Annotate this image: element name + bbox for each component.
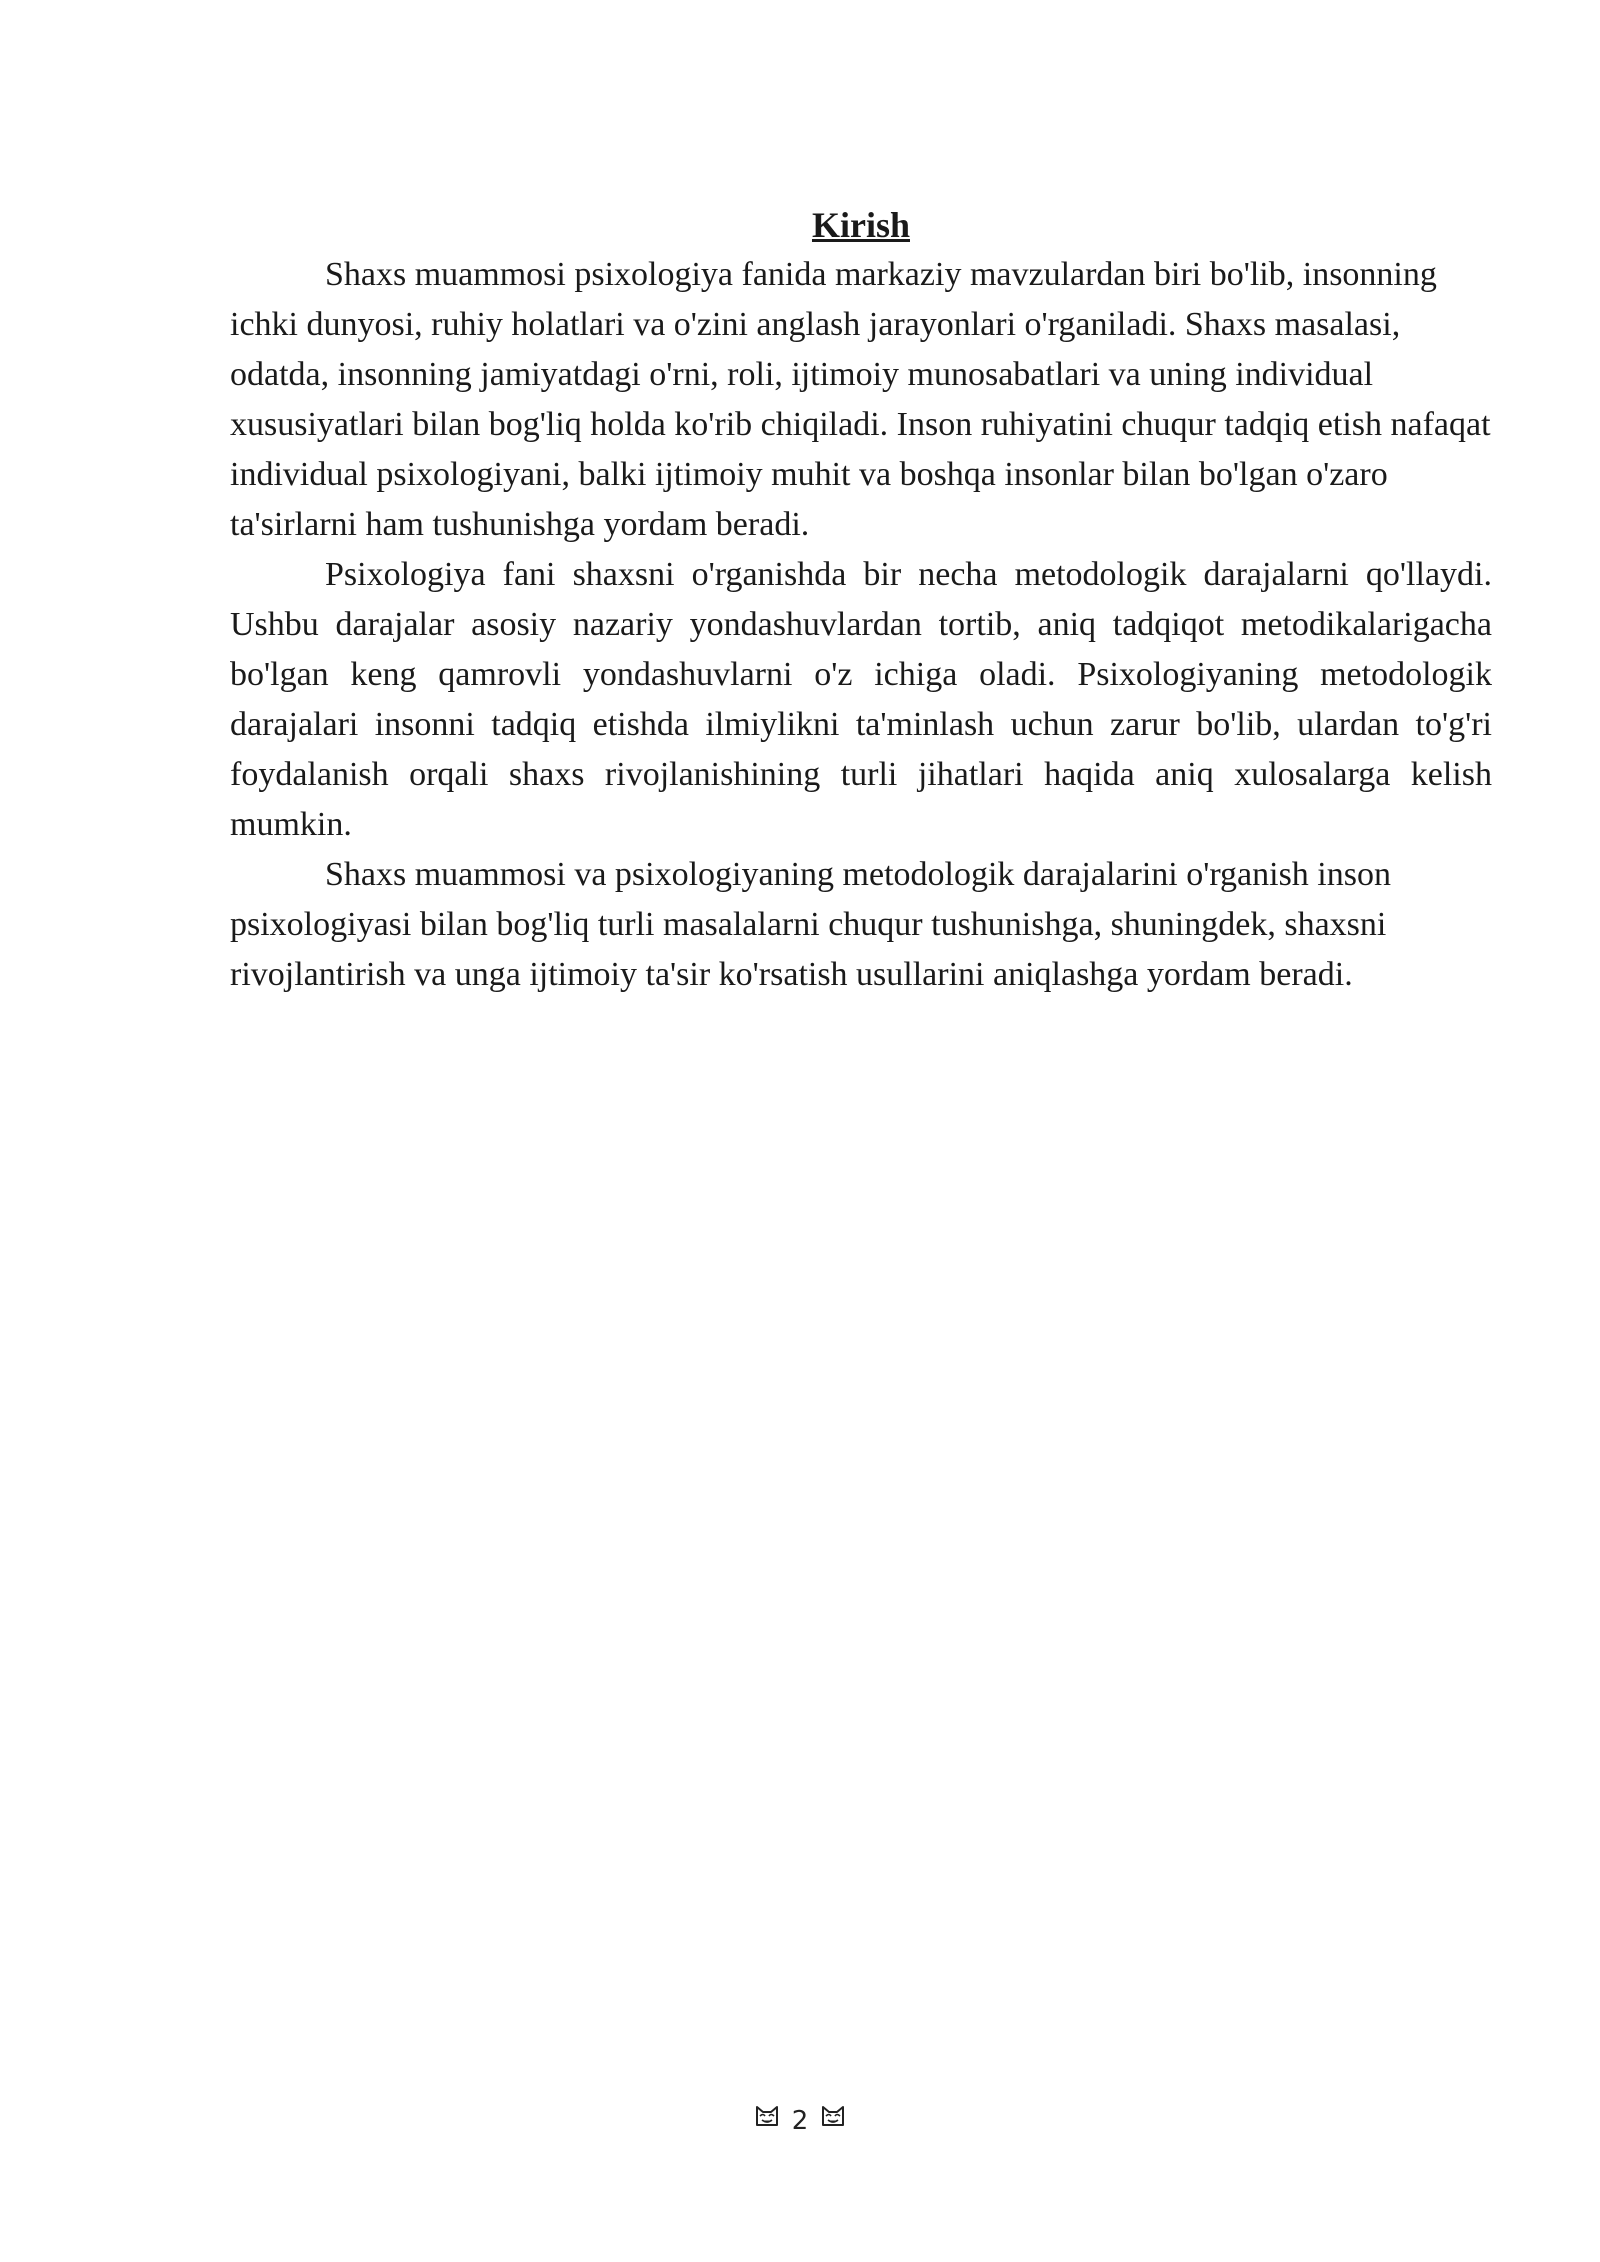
document-body: [230, 200, 1492, 1000]
page-number: 2: [791, 2105, 809, 2136]
paragraph-2: Psixologiya fani shaxsni o'rganishda bir necha metodologik darajalarni qo'llaydi. Ushbu darajalar asosiy nazariy yondashuvlardan tortib, aniq tadqiqot metodikalarigacha bo'lgan keng qamrovli yondashuvlarni o'z ichiga oladi. Psixologiyaning metodologik darajalari insonni tadqiq etishda ilmiylikni ta'minlash uchun zarur bo'lib, ulardan to'g'ri foydalanish orqali shaxs rivojlanishining turli jihatlari haqida aniq xulosalarga kelish mumkin.: [230, 556, 1492, 843]
page-footer: [0, 2100, 1600, 2141]
paragraph-1: Shaxs muammosi psixologiya fanida markaziy mavzulardan biri bo'lib, insonning ichki dunyosi, ruhiy holatlari va o'zini anglash jarayonlari o'rganiladi. Shaxs masalasi, odatda, insonning jamiyatdagi o'rni, roli, ijtimoiy munosabatlari va uning individual xususiyatlari bilan bog'liq holda ko'rib chiqiladi. Inson ruhiyatini chuqur tadqiq etish nafaqat individual psixologiyani, balki ijtimoiy muhit va boshqa insonlar bilan bo'lgan o'zaro ta'sirlarni ham tushunishga yordam beradi.: [230, 256, 1491, 543]
cat-face-icon: [753, 2101, 781, 2141]
section-heading: Kirish: [811, 205, 910, 245]
paragraph-3: Shaxs muammosi va psixologiyaning metodologik darajalarini o'rganish inson psixologiyasi bilan bog'liq turli masalalarni chuqur tushunishga, shuningdek, shaxsni rivojlantirish va unga ijtimoiy ta'sir ko'rsatish usullarini aniqlashga yordam beradi.: [230, 856, 1391, 993]
cat-face-icon: [819, 2101, 847, 2141]
